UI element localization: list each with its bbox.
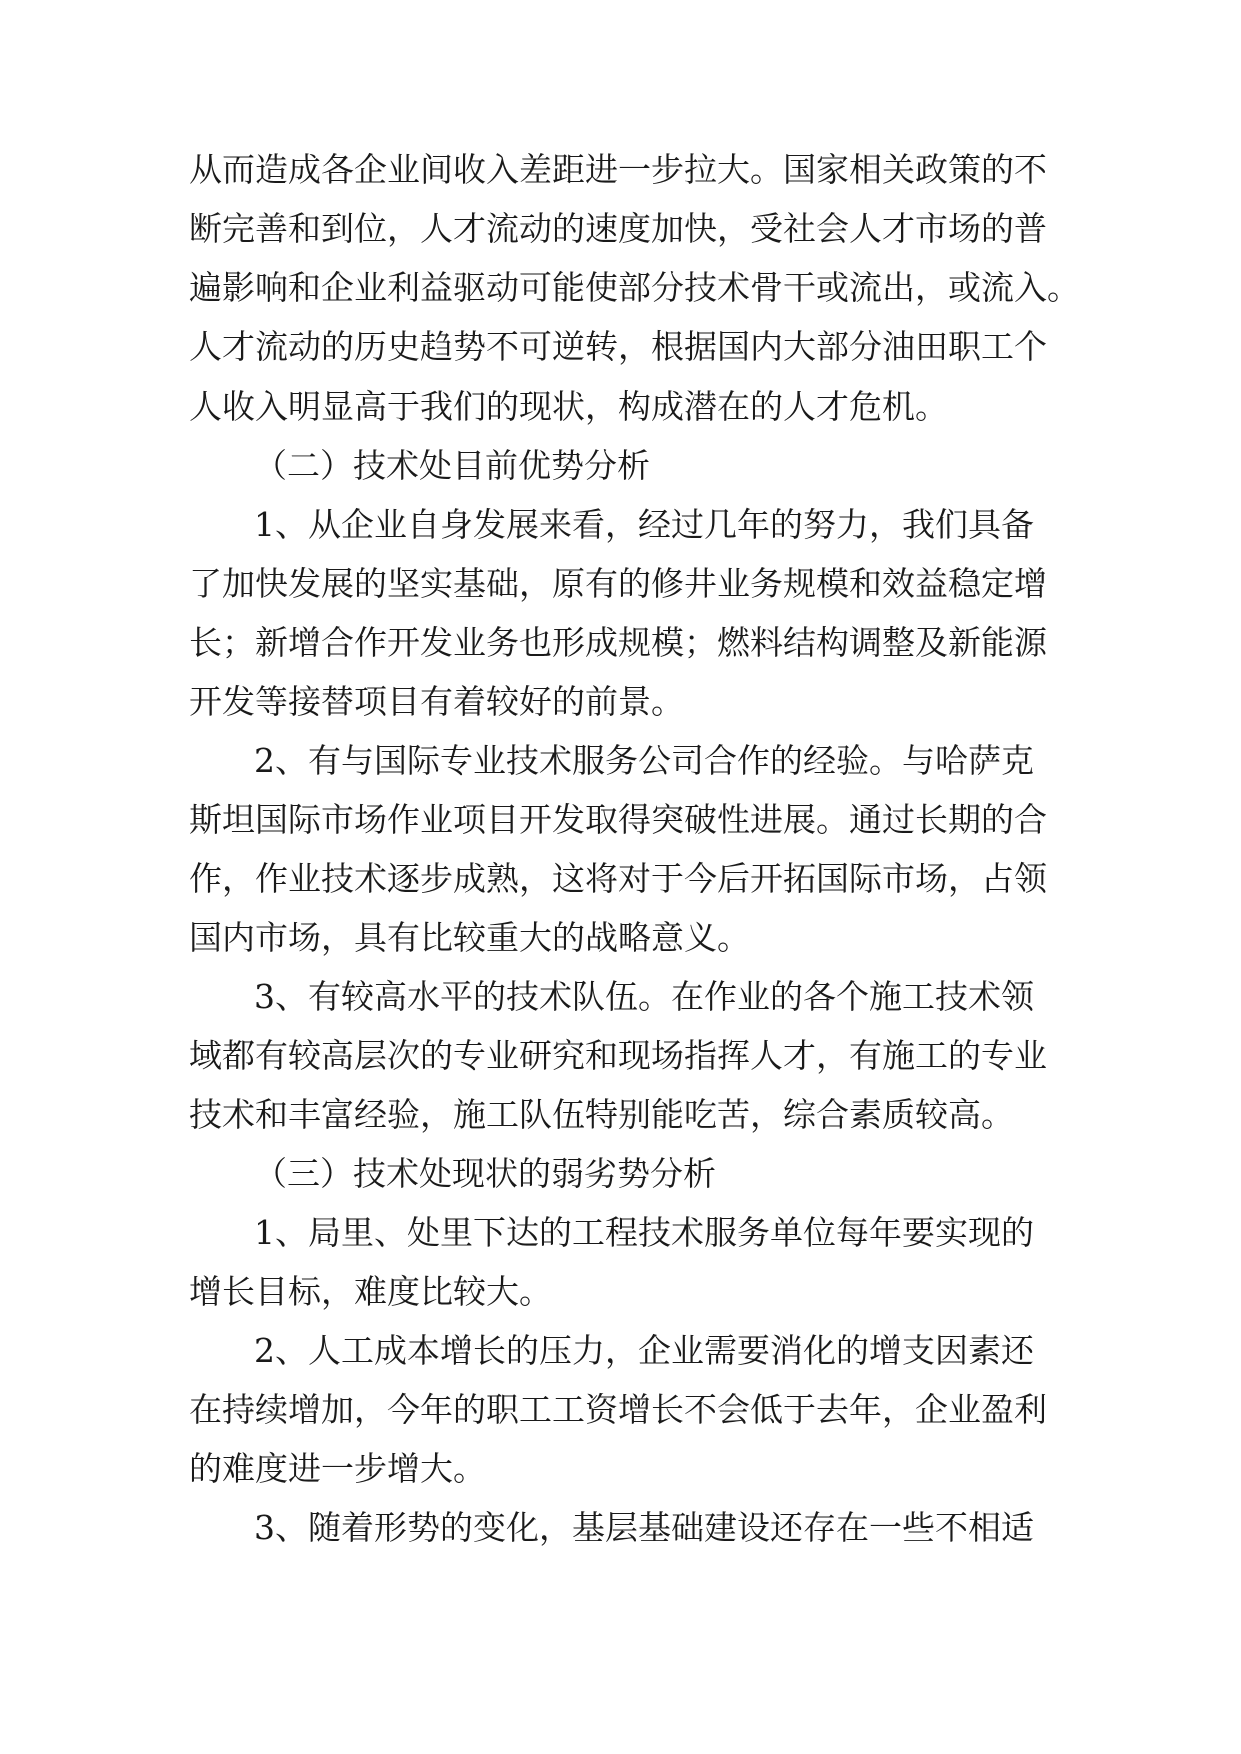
paragraph-line: 在持续增加，今年的职工工资增长不会低于去年，企业盈利 xyxy=(189,1390,1047,1429)
paragraph-line: 遍影响和企业利益驱动可能使部分技术骨干或流出，或流入。 xyxy=(189,268,1080,307)
paragraph-line: 斯坦国际市场作业项目开发取得突破性进展。通过长期的合 xyxy=(189,800,1047,839)
paragraph-line: 3、随着形势的变化，基层基础建设还存在一些不相适 xyxy=(254,1508,1034,1547)
paragraph-line: 人才流动的历史趋势不可逆转，根据国内大部分油田职工个 xyxy=(189,327,1047,366)
paragraph-line: 从而造成各企业间收入差距进一步拉大。国家相关政策的不 xyxy=(189,150,1047,189)
paragraph-line: 作，作业技术逐步成熟，这将对于今后开拓国际市场，占领 xyxy=(189,859,1047,898)
paragraph-line: 1、从企业自身发展来看，经过几年的努力，我们具备 xyxy=(254,505,1034,544)
paragraph-line: 了加快发展的坚实基础，原有的修井业务规模和效益稳定增 xyxy=(189,564,1047,603)
paragraph-line: 开发等接替项目有着较好的前景。 xyxy=(189,682,684,721)
section-heading: （二）技术处目前优势分析 xyxy=(254,446,650,485)
paragraph-line: 断完善和到位，人才流动的速度加快，受社会人才市场的普 xyxy=(189,209,1047,248)
section-heading: （三）技术处现状的弱劣势分析 xyxy=(254,1154,716,1193)
paragraph-line: 域都有较高层次的专业研究和现场指挥人才，有施工的专业 xyxy=(189,1036,1047,1075)
paragraph-line: 的难度进一步增大。 xyxy=(189,1449,486,1488)
paragraph-line: 2、人工成本增长的压力，企业需要消化的增支因素还 xyxy=(254,1331,1034,1370)
paragraph-line: 3、有较高水平的技术队伍。在作业的各个施工技术领 xyxy=(254,977,1034,1016)
paragraph-line: 国内市场，具有比较重大的战略意义。 xyxy=(189,918,750,957)
paragraph-line: 增长目标，难度比较大。 xyxy=(189,1272,552,1311)
paragraph-line: 2、有与国际专业技术服务公司合作的经验。与哈萨克 xyxy=(254,741,1034,780)
paragraph-line: 人收入明显高于我们的现状，构成潜在的人才危机。 xyxy=(189,387,948,426)
paragraph-line: 长；新增合作开发业务也形成规模；燃料结构调整及新能源 xyxy=(189,623,1047,662)
paragraph-line: 1、局里、处里下达的工程技术服务单位每年要实现的 xyxy=(254,1213,1034,1252)
paragraph-line: 技术和丰富经验，施工队伍特别能吃苦，综合素质较高。 xyxy=(189,1095,1014,1134)
